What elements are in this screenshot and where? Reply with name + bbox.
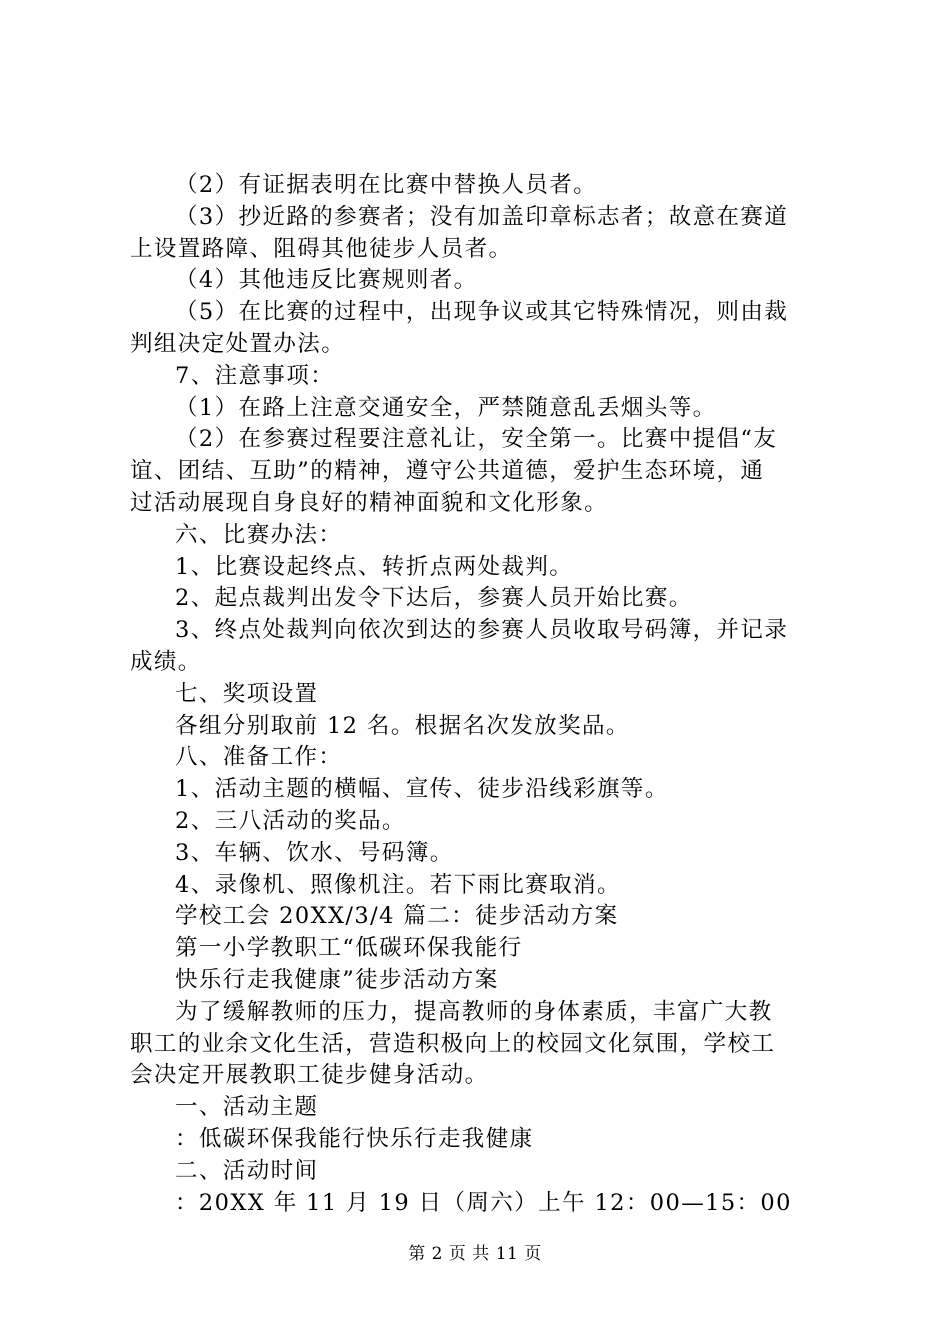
text-line: （1）在路上注意交通安全，严禁随意乱丢烟头等。: [175, 394, 717, 421]
text-line: （3）抄近路的参赛者；没有加盖印章标志者；故意在赛道: [175, 203, 789, 230]
text-line: 为了缓解教师的压力，提高教师的身体素质，丰富广大教: [175, 998, 773, 1025]
document-body: [130, 170, 830, 1219]
text-line: 快乐行走我健康”徒步活动方案: [175, 966, 499, 993]
text-line: 4、录像机、照像机注。若下雨比赛取消。: [175, 871, 621, 898]
page-footer: 第 2 页 共 11 页: [408, 1244, 542, 1264]
text-line: 成绩。: [130, 648, 202, 675]
text-line: ：20XX 年 11 月 19 日（周六）上午 12：00—15：00: [175, 1189, 792, 1216]
text-line: 六、比赛办法：: [175, 521, 343, 548]
text-line: （5）在比赛的过程中，出现争议或其它特殊情况，则由裁: [175, 299, 789, 326]
text-line: 3、车辆、饮水、号码簿。: [175, 839, 454, 866]
text-line: ：低碳环保我能行快乐行走我健康: [175, 1125, 534, 1152]
text-line: 7、注意事项：: [175, 362, 335, 389]
text-line: 判组决定处置办法。: [130, 330, 346, 357]
text-line: 第一小学教职工“低碳环保我能行: [175, 935, 523, 962]
text-line: 上设置路障、阻碍其他徒步人员者。: [130, 235, 513, 262]
text-line: 各组分别取前 12 名。根据名次发放奖品。: [175, 712, 630, 739]
text-line: 职工的业余文化生活，营造积极向上的校园文化氛围，学校工: [130, 1030, 776, 1057]
text-line: （2）有证据表明在比赛中替换人员者。: [175, 172, 598, 198]
text-line: （4）其他违反比赛规则者。: [175, 267, 478, 294]
text-line: 1、活动主题的横幅、宣传、徒步沿线彩旗等。: [175, 776, 669, 803]
text-line: 2、起点裁判出发令下达后，参赛人员开始比赛。: [175, 585, 693, 612]
text-line: 学校工会 20XX/3/4 篇二：徒步活动方案: [175, 903, 619, 930]
text-line: 1、比赛设起终点、转折点两处裁判。: [175, 553, 574, 580]
text-line: 一、活动主题: [175, 1094, 319, 1121]
text-line: 3、终点处裁判向依次到达的参赛人员收取号码簿，并记录: [175, 617, 789, 644]
text-line: 二、活动时间: [175, 1157, 319, 1184]
text-line: 过活动展现自身良好的精神面貌和文化形象。: [130, 489, 609, 516]
text-line: 谊、团结、互助”的精神，遵守公共道德，爱护生态环境，通: [130, 458, 765, 485]
text-line: 八、准备工作：: [175, 744, 343, 771]
text-line: 2、三八活动的奖品。: [175, 807, 406, 834]
text-line: （2）在参赛过程要注意礼让，安全第一。比赛中提倡“友: [175, 426, 778, 453]
text-line: 七、奖项设置: [175, 680, 319, 707]
text-line: 会决定开展教职工徒步健身活动。: [130, 1062, 489, 1089]
